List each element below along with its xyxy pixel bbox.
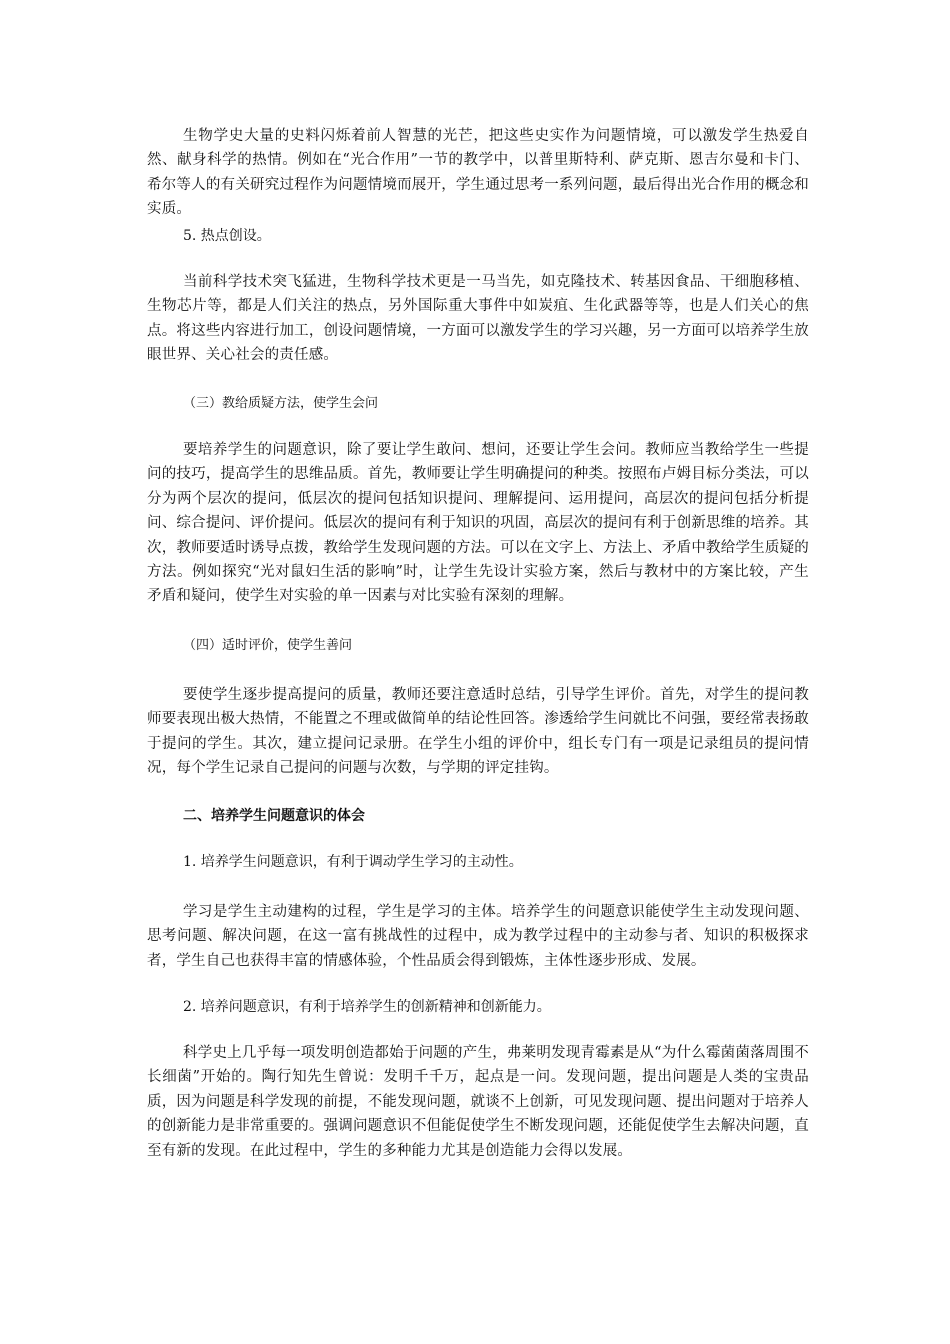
list-item-initiative: 1. 培养学生问题意识，有利于调动学生学习的主动性。: [183, 854, 523, 870]
section-heading-experience: 二、培养学生问题意识的体会: [183, 808, 365, 824]
paragraph-history-of-biology: 生物学史大量的史料闪烁着前人智慧的光芒，把这些史实作为问题情境，可以激发学生热爱自然、献身科学的热情。例如在“光合作用”一节的教学中，以普里斯特利、萨克斯、恩吉尔曼和卡门、希尔等人的有关研究过程作为问题情境而展开，学生通过思考一系列问题，最后得出光合作用的概念和实质。: [147, 128, 809, 218]
paragraph-evaluation: 要使学生逐步提高提问的质量，教师还要注意适时总结，引导学生评价。首先，对学生的提问教师要表现出极大热情，不能置之不理或做简单的结论性回答。渗透给学生问就比不问强，要经常表扬敢于提问的学生。其次，建立提问记录册。在学生小组的评价中，组长专门有一项是记录组员的提问情况，每个学生记录自己提问的问题与次数，与学期的评定挂钩。: [147, 687, 809, 777]
paragraph-questioning-skills: 要培养学生的问题意识，除了要让学生敢问、想问，还要让学生会问。教师应当教给学生一些提问的技巧，提高学生的思维品质。首先，教师要让学生明确提问的种类。按照布卢姆目标分类法，可以分为两个层次的提问，低层次的提问包括知识提问、理解提问、运用提问，高层次的提问包括分析提问、综合提问、评价提问。低层次的提问有利于知识的巩固，高层次的提问有利于创新思维的培养。其次，教师要适时诱导点拨，教给学生发现问题的方法。可以在文字上、方法上、矛盾中教给学生质疑的方法。例如探究“光对鼠妇生活的影响”时，让学生先设计实验方案，然后与教材中的方案比较，产生矛盾和疑问，使学生对实验的单一因素与对比实验有深刻的理解。: [147, 442, 809, 605]
subheading-questioning-methods: （三）教给质疑方法，使学生会问: [183, 396, 379, 411]
subheading-timely-evaluation: （四）适时评价，使学生善问: [183, 638, 353, 653]
paragraph-active-learning: 学习是学生主动建构的过程，学生是学习的主体。培养学生的问题意识能使学生主动发现问题、思考问题、解决问题，在这一富有挑战性的过程中，成为教学过程中的主动参与者、知识的积极探求者，学生自己也获得丰富的情感体验，个性品质会得到锻炼，主体性逐步形成、发展。: [147, 904, 809, 969]
paragraph-hotspot-topics: 当前科学技术突飞猛进，生物科学技术更是一马当先，如克隆技术、转基因食品、干细胞移植、生物芯片等，都是人们关注的热点，另外国际重大事件中如炭疽、生化武器等等，也是人们关心的焦点。将这些内容进行加工，创设问题情境，一方面可以激发学生的学习兴趣，另一方面可以培养学生放眼世界、关心社会的责任感。: [147, 274, 809, 364]
list-item-hotspot: 5. 热点创设。: [183, 228, 271, 244]
paragraph-innovation: 科学史上几乎每一项发明创造都始于问题的产生，弗莱明发现青霉素是从“为什么霉菌菌落周围不长细菌”开始的。陶行知先生曾说：发明千千万，起点是一问。发现问题，提出问题是人类的宝贵品质，因为问题是科学发现的前提，不能发现问题，就谈不上创新，可见发现问题、提出问题对于培养人的创新能力是非常重要的。强调问题意识不但能促使学生不断发现问题，还能促使学生去解决问题，直至有新的发现。在此过程中，学生的多种能力尤其是创造能力会得以发展。: [147, 1045, 809, 1159]
list-item-innovation: 2. 培养问题意识，有利于培养学生的创新精神和创新能力。: [183, 999, 551, 1015]
